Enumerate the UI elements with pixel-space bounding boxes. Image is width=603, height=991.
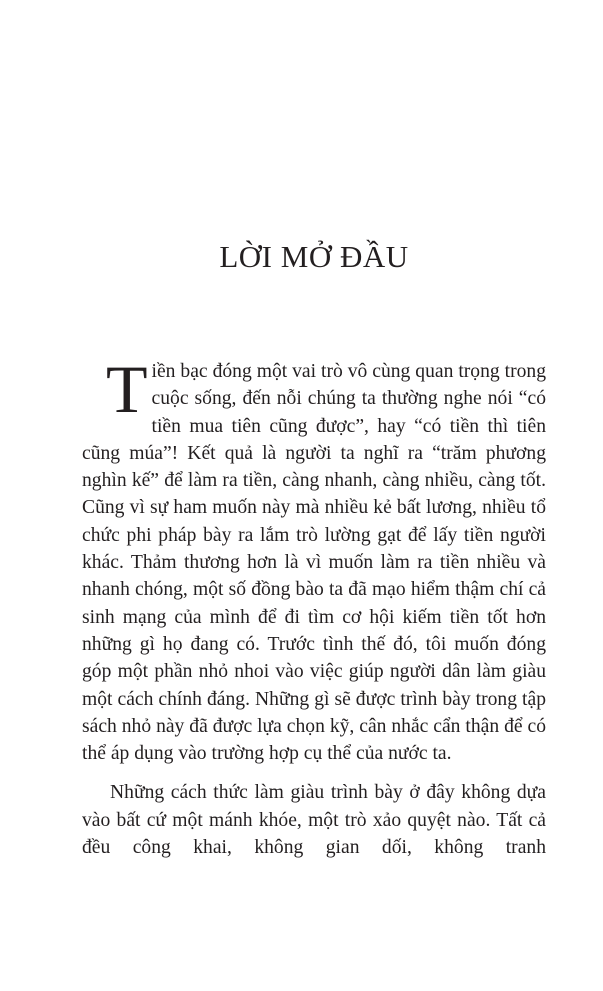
paragraph-intro-text: iền bạc đóng một vai trò vô cùng quan trọng trong cuộc sống, đến nỗi chúng ta thường nghe nói “có tiền mua tiên cũng được”, hay “có tiền thì tiên cũng múa”! Kết quả là người ta nghĩ ra “trăm phương nghìn kế” để làm ra tiền, càng nhanh, càng nhiều, càng tốt. Cũng vì sự ham muốn này mà nhiều kẻ bất lương, nhiều tổ chức phi pháp bày ra lắm trò lường gạt để lấy tiền người khác. Thảm thương hơn là vì muốn làm ra tiền nhiều và nhanh chóng, một số đồng bào ta đã mạo hiểm thậm chí cả sinh mạng của mình để đi tìm cơ hội kiếm tiền tốt hơn những gì họ đang có. Trước tình thế đó, tôi muốn đóng góp một phần nhỏ nhoi vào việc giúp người dân làm giàu một cách chính đáng. Những gì sẽ được trình bày trong tập sách nhỏ này đã được lựa chọn kỹ, cân nhắc cẩn thận để có thể áp dụng vào trường hợp cụ thể của nước ta. xyxy=(82,361,546,765)
body-text xyxy=(82,351,546,861)
paragraph-second: Những cách thức làm giàu trình bày ở đây không dựa vào bất cứ một mánh khóe, một trò xảo quyệt nào. Tất cả đều công khai, không gian dối, không tranh xyxy=(82,782,546,859)
drop-cap: T xyxy=(106,351,148,427)
paragraph-intro xyxy=(82,351,546,767)
chapter-title: LỜI MỞ ĐẦU xyxy=(219,239,409,274)
